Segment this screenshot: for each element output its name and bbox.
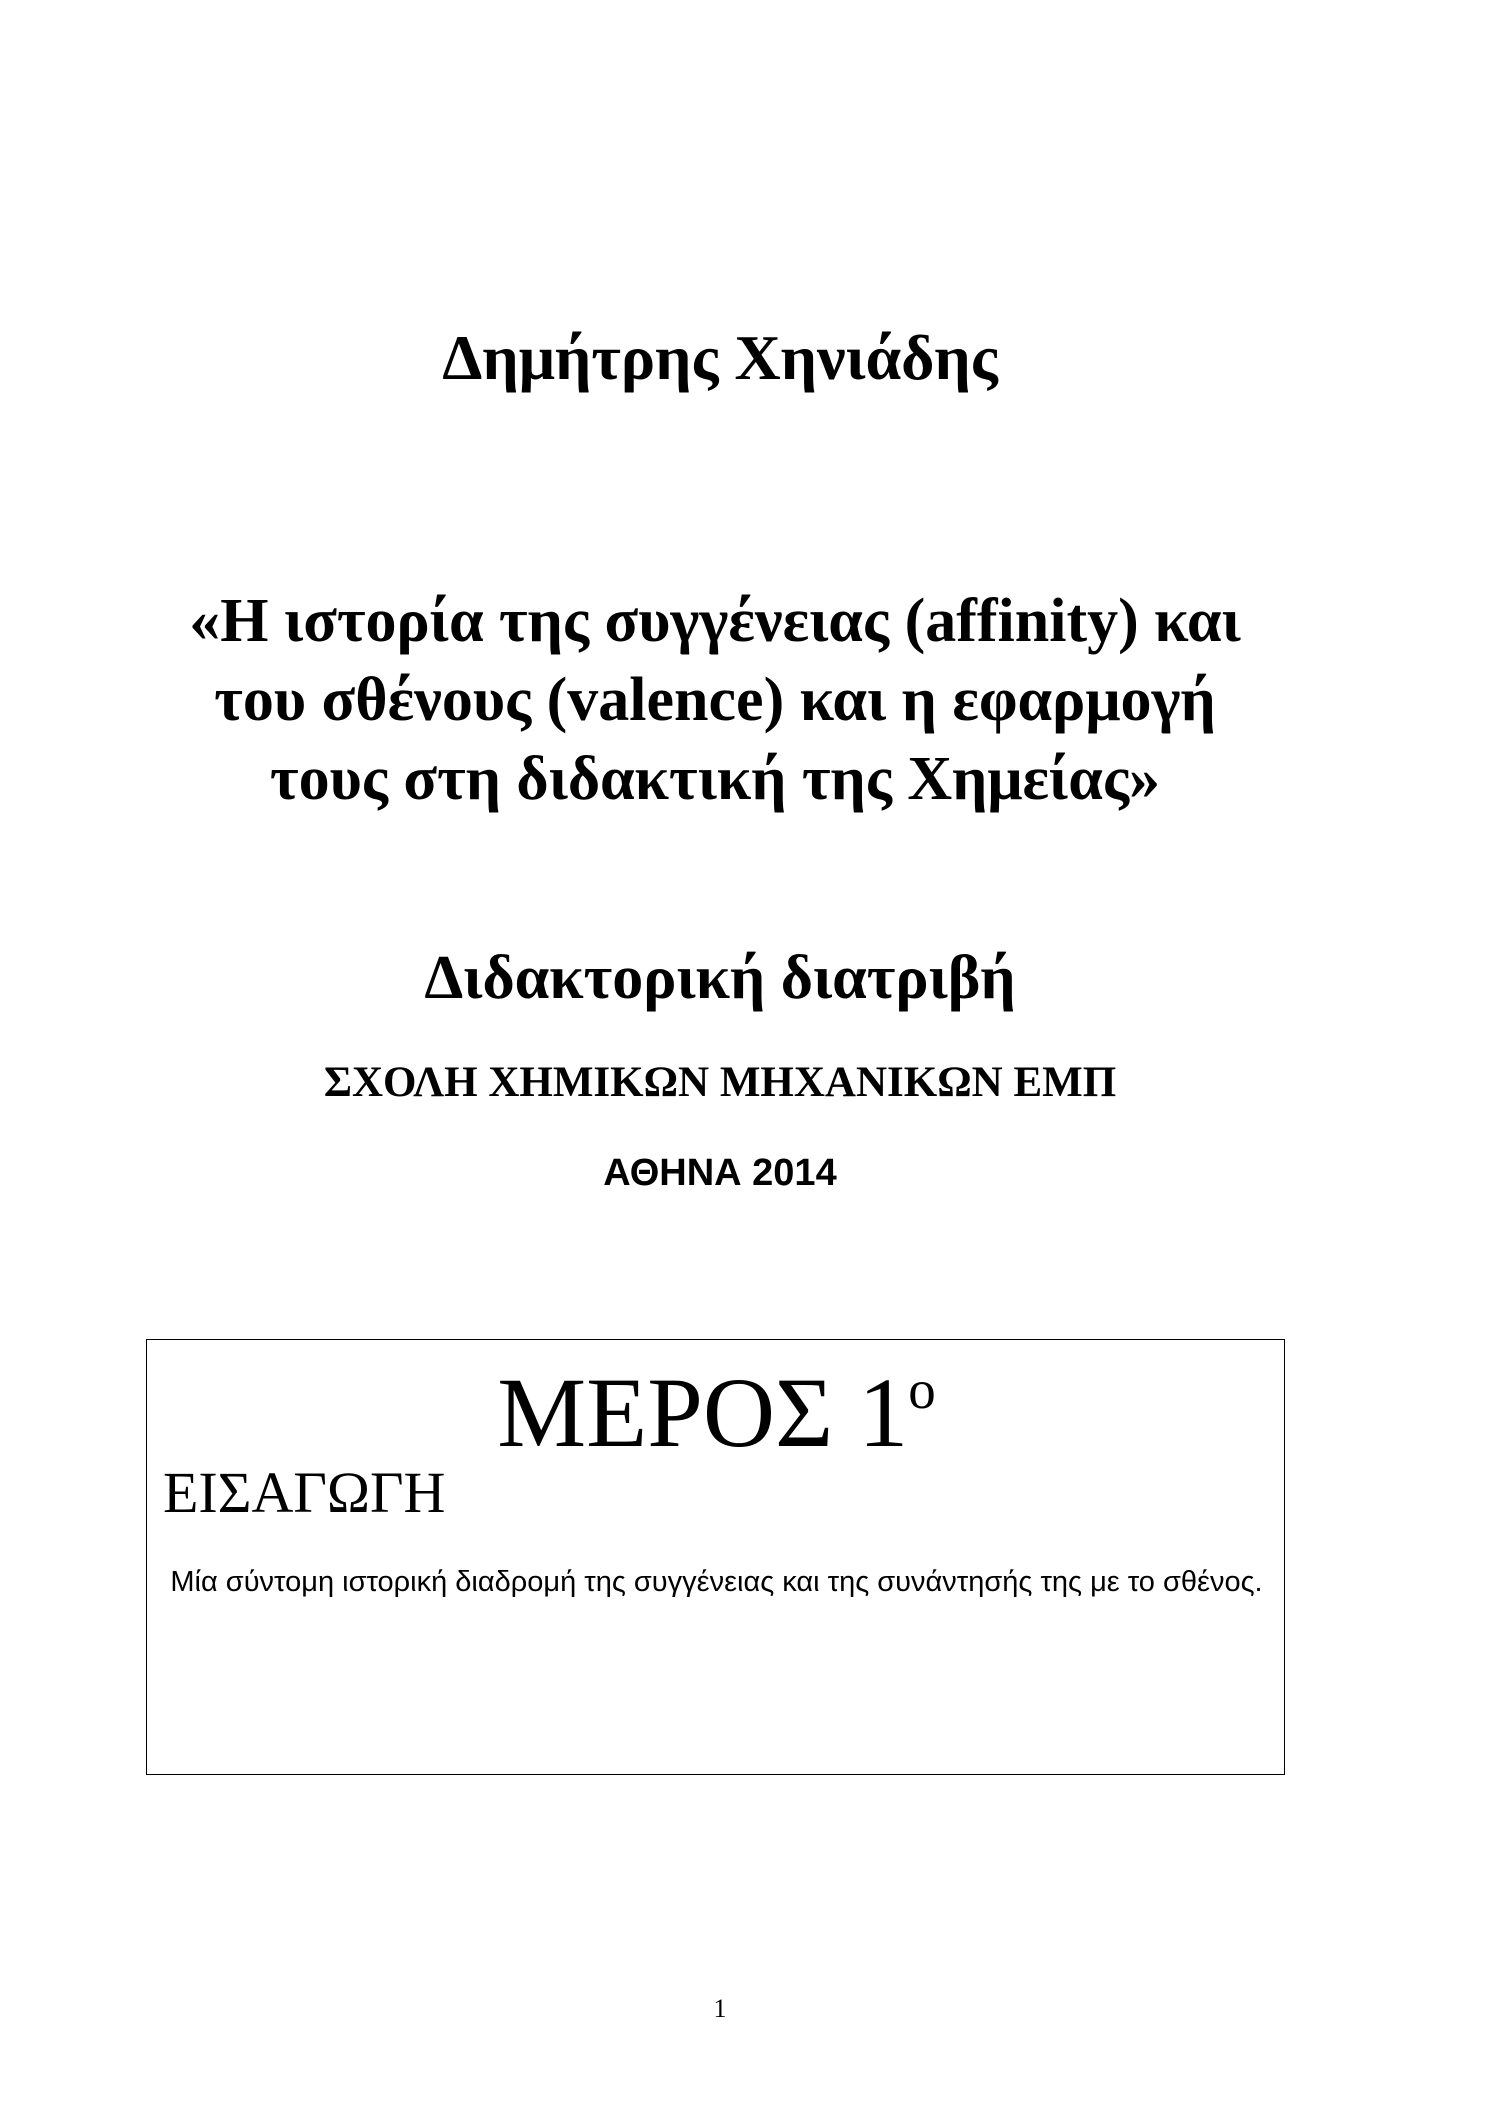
part-heading — [147, 1358, 1286, 1468]
thesis-title: «Η ιστορία της συγγένειας (affinity) και του σθένους (valence) και η εφαρμογή τους στη διδακτική της Χημείας» — [189, 587, 1241, 813]
section-description: Μία σύντομη ιστορική διαδρομή της συγγένειας και της συνάντησής της με το σθένος. — [170, 1566, 1263, 1598]
city-year: ΑΘΗΝΑ 2014 — [603, 1152, 837, 1194]
section-title: ΕΙΣΑΓΩΓΗ — [163, 1460, 446, 1525]
page-number: 1 — [713, 1994, 727, 2023]
document-type: Διδακτορική διατριβή — [424, 944, 1016, 1012]
author-name: Δημήτρης Χηνιάδης — [442, 322, 998, 393]
part-heading-text: ΜΕΡΟΣ 1 — [497, 1357, 909, 1468]
school-name: ΣΧΟΛΗ ΧΗΜΙΚΩΝ ΜΗΧΑΝΙΚΩΝ ΕΜΠ — [323, 1059, 1117, 1106]
part-box — [146, 1339, 1285, 1775]
part-heading-superscript: ο — [908, 1359, 936, 1420]
